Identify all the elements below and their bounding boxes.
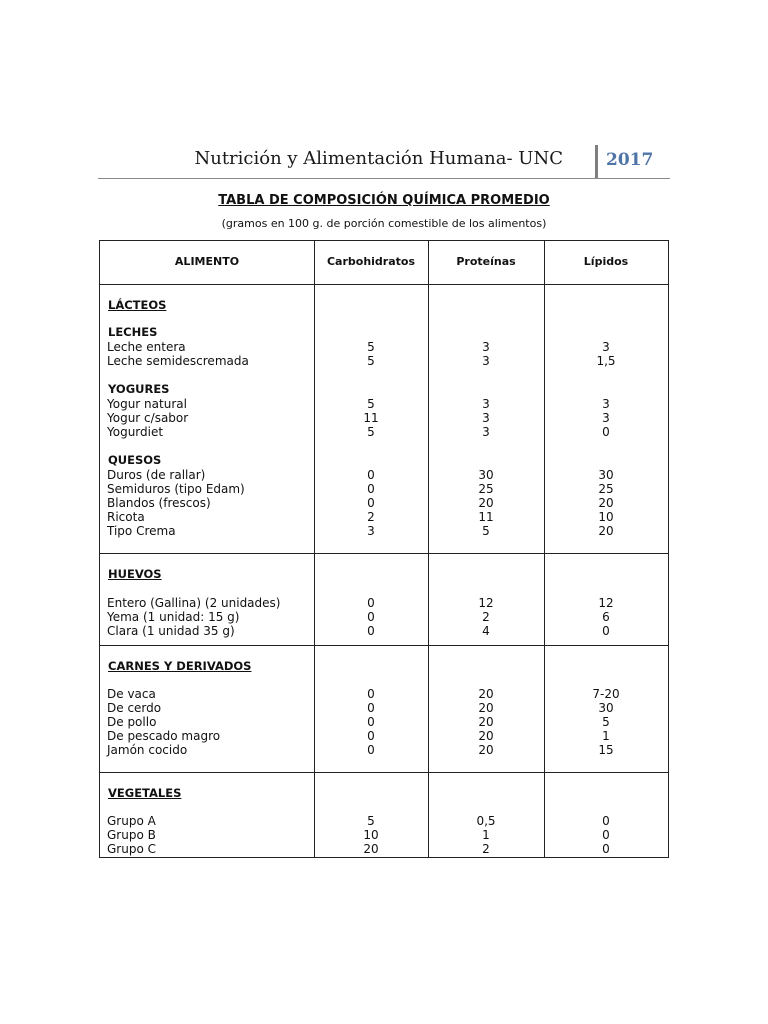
section-title-huevos: HUEVOS bbox=[108, 567, 162, 581]
prot-value: 20 bbox=[478, 687, 494, 701]
prot-value: 5 bbox=[482, 524, 490, 538]
table-row bbox=[100, 468, 668, 482]
food-name: Blandos (frescos) bbox=[107, 496, 211, 510]
document-header bbox=[98, 140, 670, 180]
table-subtitle: (gramos en 100 g. de porción comestible de los alimentos) bbox=[221, 217, 547, 230]
table-row bbox=[100, 397, 668, 411]
table-row bbox=[100, 596, 668, 610]
food-name: De vaca bbox=[107, 687, 156, 701]
lip-value: 3 bbox=[602, 411, 610, 425]
table-row bbox=[100, 425, 668, 439]
food-name: De pollo bbox=[107, 715, 157, 729]
table-row bbox=[100, 715, 668, 729]
column-divider bbox=[314, 241, 315, 857]
carb-value: 5 bbox=[367, 340, 375, 354]
food-name: De cerdo bbox=[107, 701, 162, 715]
composition-table bbox=[99, 240, 669, 858]
prot-value: 20 bbox=[478, 701, 494, 715]
carb-value: 0 bbox=[367, 496, 375, 510]
prot-value: 3 bbox=[482, 354, 490, 368]
food-name: Entero (Gallina) (2 unidades) bbox=[107, 596, 281, 610]
column-header-alimento: ALIMENTO bbox=[174, 255, 240, 268]
food-name: Leche semidescremada bbox=[107, 354, 249, 368]
carb-value: 11 bbox=[363, 411, 379, 425]
table-row bbox=[100, 687, 668, 701]
prot-value: 30 bbox=[478, 468, 494, 482]
section-title-carnes: CARNES Y DERIVADOS bbox=[108, 659, 252, 673]
prot-value: 20 bbox=[478, 743, 494, 757]
carb-value: 0 bbox=[367, 468, 375, 482]
column-divider bbox=[544, 241, 545, 857]
lip-value: 3 bbox=[602, 397, 610, 411]
lip-value: 20 bbox=[598, 524, 614, 538]
lip-value: 15 bbox=[598, 743, 614, 757]
carb-value: 0 bbox=[367, 482, 375, 496]
food-name: Grupo C bbox=[107, 842, 156, 856]
table-row bbox=[100, 610, 668, 624]
food-name: Grupo A bbox=[107, 814, 156, 828]
lip-value: 7-20 bbox=[592, 687, 620, 701]
table-row bbox=[100, 701, 668, 715]
section-title-lacteos: LÁCTEOS bbox=[108, 298, 167, 312]
subsection-title-quesos: QUESOS bbox=[108, 453, 162, 467]
prot-value: 2 bbox=[482, 842, 490, 856]
carb-value: 5 bbox=[367, 397, 375, 411]
prot-value: 3 bbox=[482, 340, 490, 354]
table-row bbox=[100, 842, 668, 856]
lip-value: 30 bbox=[598, 701, 614, 715]
food-name: Tipo Crema bbox=[107, 524, 176, 538]
food-name: Duros (de rallar) bbox=[107, 468, 206, 482]
food-name: Yogur c/sabor bbox=[107, 411, 189, 425]
food-name: Grupo B bbox=[107, 828, 156, 842]
food-name: Semiduros (tipo Edam) bbox=[107, 482, 245, 496]
subsection-title-yogures: YOGURES bbox=[108, 382, 170, 396]
lip-value: 6 bbox=[602, 610, 610, 624]
column-divider bbox=[428, 241, 429, 857]
header-title: Nutrición y Alimentación Humana- UNC bbox=[194, 148, 563, 169]
carb-value: 5 bbox=[367, 354, 375, 368]
subsection-title-leches: LECHES bbox=[108, 325, 158, 339]
prot-value: 3 bbox=[482, 397, 490, 411]
lip-value: 10 bbox=[598, 510, 614, 524]
carb-value: 0 bbox=[367, 729, 375, 743]
section-divider bbox=[100, 645, 668, 646]
carb-value: 0 bbox=[367, 610, 375, 624]
carb-value: 3 bbox=[367, 524, 375, 538]
lip-value: 1,5 bbox=[596, 354, 616, 368]
carb-value: 0 bbox=[367, 596, 375, 610]
prot-value: 3 bbox=[482, 425, 490, 439]
table-row bbox=[100, 482, 668, 496]
table-row bbox=[100, 411, 668, 425]
lip-value: 3 bbox=[602, 340, 610, 354]
table-row bbox=[100, 814, 668, 828]
table-row bbox=[100, 496, 668, 510]
table-row bbox=[100, 340, 668, 354]
table-row bbox=[100, 510, 668, 524]
lip-value: 25 bbox=[598, 482, 614, 496]
carb-value: 5 bbox=[367, 425, 375, 439]
prot-value: 3 bbox=[482, 411, 490, 425]
food-name: Yogurdiet bbox=[107, 425, 164, 439]
carb-value: 0 bbox=[367, 701, 375, 715]
lip-value: 0 bbox=[602, 425, 610, 439]
carb-value: 0 bbox=[367, 715, 375, 729]
section-divider bbox=[100, 553, 668, 554]
table-title: TABLA DE COMPOSICIÓN QUÍMICA PROMEDIO bbox=[218, 193, 550, 208]
lip-value: 12 bbox=[598, 596, 614, 610]
lip-value: 5 bbox=[602, 715, 610, 729]
food-name: Jamón cocido bbox=[107, 743, 188, 757]
header-year: 2017 bbox=[606, 150, 654, 170]
table-row bbox=[100, 624, 668, 638]
header-divider bbox=[595, 145, 598, 179]
table-row bbox=[100, 743, 668, 757]
prot-value: 2 bbox=[482, 610, 490, 624]
carb-value: 0 bbox=[367, 624, 375, 638]
carb-value: 10 bbox=[363, 828, 379, 842]
prot-value: 1 bbox=[482, 828, 490, 842]
carb-value: 5 bbox=[367, 814, 375, 828]
table-row bbox=[100, 729, 668, 743]
section-title-vegetales: VEGETALES bbox=[108, 786, 182, 800]
lip-value: 1 bbox=[602, 729, 610, 743]
food-name: Yema (1 unidad: 15 g) bbox=[107, 610, 240, 624]
carb-value: 2 bbox=[367, 510, 375, 524]
table-row bbox=[100, 354, 668, 368]
food-name: De pescado magro bbox=[107, 729, 221, 743]
header-row-divider bbox=[100, 284, 668, 285]
carb-value: 0 bbox=[367, 743, 375, 757]
carb-value: 0 bbox=[367, 687, 375, 701]
prot-value: 0,5 bbox=[476, 814, 496, 828]
prot-value: 11 bbox=[478, 510, 494, 524]
prot-value: 12 bbox=[478, 596, 494, 610]
section-divider bbox=[100, 772, 668, 773]
food-name: Leche entera bbox=[107, 340, 186, 354]
lip-value: 0 bbox=[602, 624, 610, 638]
header-rule bbox=[98, 178, 670, 179]
food-name: Clara (1 unidad 35 g) bbox=[107, 624, 235, 638]
column-header-lipidos: Lípidos bbox=[583, 255, 629, 268]
prot-value: 25 bbox=[478, 482, 494, 496]
lip-value: 20 bbox=[598, 496, 614, 510]
food-name: Ricota bbox=[107, 510, 145, 524]
prot-value: 4 bbox=[482, 624, 490, 638]
carb-value: 20 bbox=[363, 842, 379, 856]
lip-value: 0 bbox=[602, 828, 610, 842]
prot-value: 20 bbox=[478, 496, 494, 510]
column-header-carbohidratos: Carbohidratos bbox=[326, 255, 416, 268]
column-header-proteinas: Proteínas bbox=[456, 255, 516, 268]
table-row bbox=[100, 828, 668, 842]
lip-value: 30 bbox=[598, 468, 614, 482]
lip-value: 0 bbox=[602, 814, 610, 828]
prot-value: 20 bbox=[478, 729, 494, 743]
prot-value: 20 bbox=[478, 715, 494, 729]
lip-value: 0 bbox=[602, 842, 610, 856]
table-row bbox=[100, 524, 668, 538]
food-name: Yogur natural bbox=[107, 397, 187, 411]
